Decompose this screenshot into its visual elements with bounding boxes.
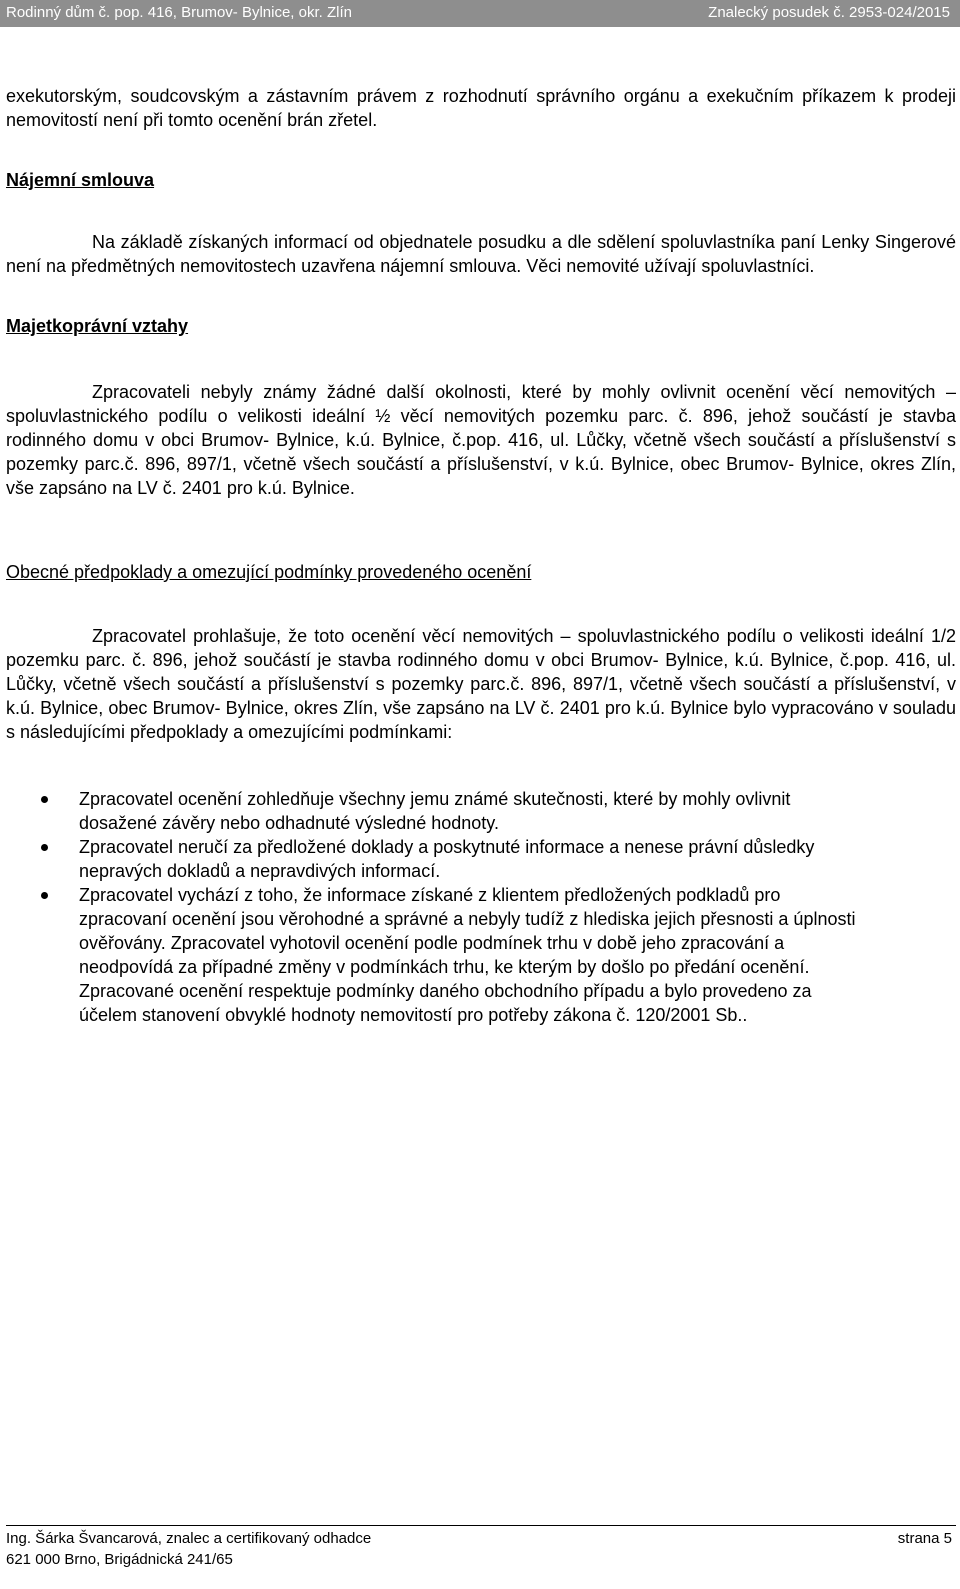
list-item-text: Zpracovatel vychází z toho, že informace získané z klientem předložených podkladů pro zpracovaní ocenění jsou věrohodné a správné a nebyly tudíž z hlediska jejich přesnosti a úplnosti ověřovány. Zpracovatel vyhotovil ocenění podle podmínek trhu v době jeho zpracování a neodpovídá za případné změny v podmínkách trhu, ke kterým by došlo po předání ocenění. Zpracované ocenění respektuje podmínky daného obchodního případu a bylo provedeno za účelem stanovení obvyklé hodnoty nemovitostí pro potřeby zákona č. 120/2001 Sb.. [79,885,856,1025]
list-item [6,787,956,835]
heading-majetkopravni-vztahy: Majetkoprávní vztahy [6,316,189,336]
paragraph-najemni-smlouva: Na základě získaných informací od objednatele posudku a dle sdělení spoluvlastníka paní Lenky Singerové není na předmětných nemovitostech uzavřena nájemní smlouva. Věci nemovité užívají spoluvlastníci. [6,232,956,276]
list-item-text: Zpracovatel neručí za předložené doklady a poskytnuté informace a nenese právní důsledky nepravých dokladů a nepravdivých informací. [79,837,815,881]
bullet-icon [41,892,48,899]
bullet-icon [41,844,48,851]
paragraph-obecne-predpoklady: Zpracovatel prohlašuje, že toto ocenění věcí nemovitých – spoluvlastnického podílu o velikosti ideální 1/2 pozemku parc. č. 896, jehož součástí je stavba rodinného domu v obci Brumov- Bylnice, k.ú. Bylnice, č.pop. 416, ul. Lůčky, včetně všech součástí a příslušenství s pozemky parc.č. 896, 897/1, včetně všech součástí a příslušenství, v k.ú. Bylnice, obec Brumov- Bylnice, okres Zlín, vše zapsáno na LV č. 2401 pro k.ú. Bylnice bylo vypracováno v souladu s následujícími předpoklady a omezujícími podmínkami: [6,626,956,742]
header-document-title: Rodinný dům č. pop. 416, Brumov- Bylnice, okr. Zlín [6,4,352,21]
heading-najemni-smlouva: Nájemní smlouva [6,170,155,190]
paragraph-majetkopravni-vztahy: Zpracovateli nebyly známy žádné další okolnosti, které by mohly ovlivnit ocenění věcí nemovitých – spoluvlastnického podílu o velikosti ideální ½ věcí nemovitých pozemku parc. č. 896, jehož součástí je stavba rodinného domu v obci Brumov- Bylnice, k.ú. Bylnice, č.pop. 416, ul. Lůčky, včetně všech součástí a příslušenství s pozemky parc.č. 896, 897/1, včetně všech součástí a příslušenství, v k.ú. Bylnice, obec Brumov- Bylnice, okres Zlín, vše zapsáno na LV č. 2401 pro k.ú. Bylnice. [6,382,956,498]
list-item-text: Zpracovatel ocenění zohledňuje všechny jemu známé skutečnosti, které by mohly ovlivnit dosažené závěry nebo odhadnuté výsledné hodnoty. [79,789,791,833]
intro-paragraph: exekutorským, soudcovským a zástavním právem z rozhodnutí správního orgánu a exekučním příkazem k prodeji nemovitostí není při tomto ocenění brán zřetel. [6,86,956,130]
footer-page-number: strana 5 [897,1530,952,1547]
heading-obecne-predpoklady: Obecné předpoklady a omezující podmínky provedeného ocenění [6,562,532,582]
header-report-number: Znalecký posudek č. 2953-024/2015 [708,4,950,21]
page-header [0,0,960,27]
list-item [6,883,956,1027]
page-footer [6,1525,956,1570]
footer-address: 621 000 Brno, Brigádnická 241/65 [6,1551,233,1568]
document-body [6,84,956,1027]
bullet-icon [41,796,48,803]
assumptions-list [6,787,956,1027]
list-item [6,835,956,883]
footer-author: Ing. Šárka Švancarová, znalec a certifikovaný odhadce [6,1530,372,1547]
